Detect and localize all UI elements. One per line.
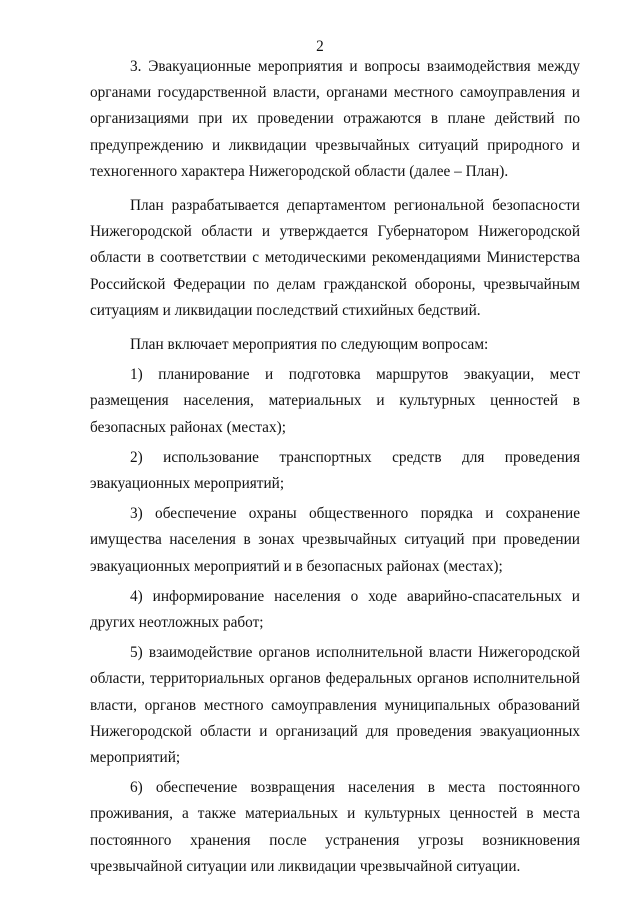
list-item-informing: 4) информирование населения о ходе аварийно-спасательных и других неотложных работ; — [90, 587, 580, 632]
list-item-interaction: 5) взаимодействие органов исполнительной власти Нижегородской области, территориальных органов федеральных органов исполнительной власти, органов местного самоуправления муниципальных образований Нижегородской области и организаций для проведения эвакуационных мероприятий; — [90, 644, 580, 767]
list-item-return: 6) обеспечение возвращения населения в места постоянного проживания, а также материальных и культурных ценностей в места постоянного хранения после устранения угрозы возникновения чрезвычайной ситуации или ликвидации чрезвычайной ситуации. — [90, 779, 580, 875]
list-item-routes: 1) планирование и подготовка маршрутов эвакуации, мест размещения населения, материальных и культурных ценностей в безопасных районах (местах); — [90, 366, 580, 436]
document-body — [90, 54, 580, 880]
paragraph-plan-includes: План включает мероприятия по следующим вопросам: — [130, 336, 489, 354]
list-item-public-order: 3) обеспечение охраны общественного порядка и сохранение имущества населения в зонах чрезвычайных ситуаций при проведении эвакуационных мероприятий и в безопасных районах (местах); — [90, 505, 580, 575]
paragraph-evacuation-plan: 3. Эвакуационные мероприятия и вопросы взаимодействия между органами государственной власти, органами местного самоуправления и организациями при их проведении отражаются в плане действий по предупреждению и ликвидации чрезвычайных ситуаций природного и техногенного характера Нижегородской области (далее – План). — [90, 58, 580, 180]
paragraph-plan-development: План разрабатывается департаментом региональной безопасности Нижегородской области и утверждается Губернатором Нижегородской области в соответствии с методическими рекомендациями Министерства Российской Федерации по делам гражданской обороны, чрезвычайным ситуациям и ликвидации последствий стихийных бедствий. — [90, 197, 580, 319]
page-number: 2 — [316, 38, 324, 55]
list-item-transport: 2) использование транспортных средств для проведения эвакуационных мероприятий; — [90, 448, 580, 493]
